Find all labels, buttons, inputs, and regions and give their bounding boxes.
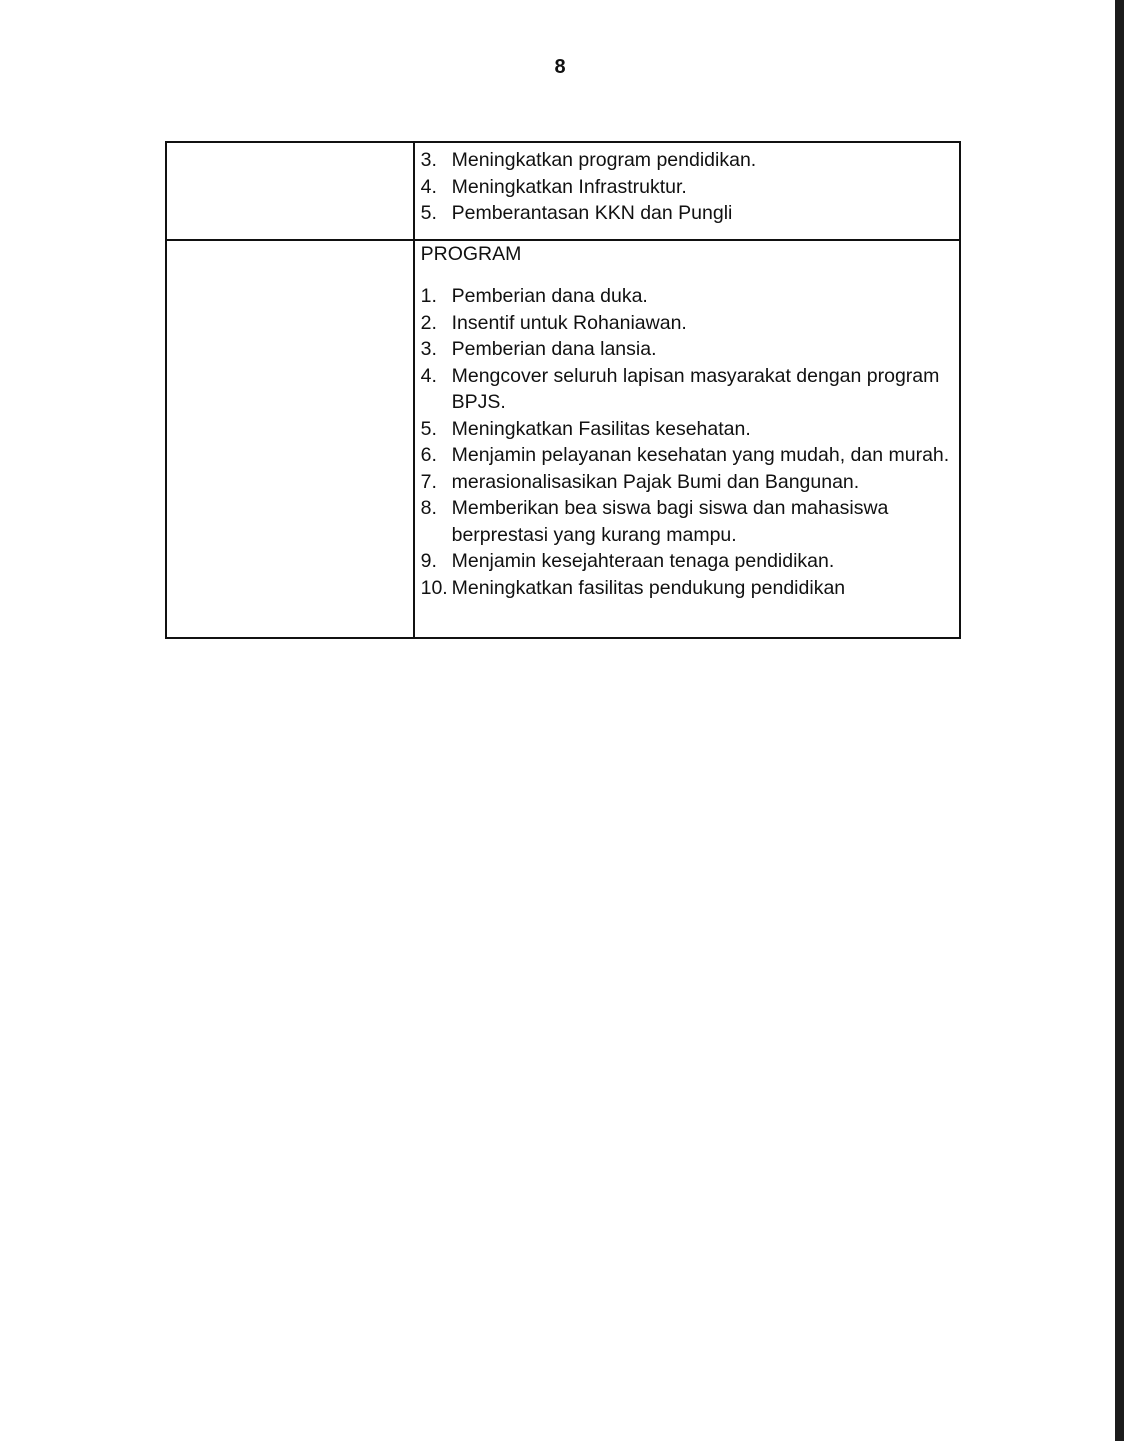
list-item (421, 442, 953, 469)
list-item-number: 2. (420, 311, 437, 334)
list-item (421, 548, 953, 575)
list-item-number: 6. (420, 444, 437, 466)
list-item (421, 336, 953, 363)
list-item-text: Mengcover seluruh lapisan masyarakat dengan program BPJS. (451, 364, 940, 413)
list-item-text: Pemberian dana lansia. (451, 338, 657, 360)
list-item-number: 4. (420, 175, 437, 198)
list-item-number: 3. (420, 338, 437, 360)
list-item-number: 9. (420, 550, 437, 572)
list-item-text: Meningkatkan Infrastruktur. (451, 175, 687, 198)
list-item-text: Memberikan bea siswa bagi siswa dan mahasiswa berprestasi yang kurang mampu. (451, 497, 889, 546)
program-table (165, 141, 961, 639)
list-item-number: 5. (420, 417, 437, 440)
list-item (421, 575, 953, 602)
list-item-number: 7. (420, 470, 437, 493)
list-item-number: 3. (420, 149, 437, 171)
list-item-number: 1. (420, 285, 437, 307)
list-item-number: 5. (420, 202, 437, 224)
table-cell-left (166, 142, 414, 240)
table-cell-right (414, 240, 960, 638)
list-item-text: Meningkatkan Fasilitas kesehatan. (451, 417, 751, 440)
program-heading: PROGRAM (420, 243, 522, 265)
list-item-text: Pemberian dana duka. (451, 285, 648, 307)
table-cell-right (414, 142, 960, 240)
table-row (166, 142, 960, 240)
list-item (421, 283, 953, 310)
list-item-text: Meningkatkan fasilitas pendukung pendidikan (451, 576, 846, 599)
list-item (421, 310, 953, 337)
list-item (421, 363, 953, 416)
list-item-text: Menjamin pelayanan kesehatan yang mudah, dan murah. (451, 444, 950, 466)
list-item (421, 174, 953, 201)
list-item-text: merasionalisasikan Pajak Bumi dan Bangunan. (451, 470, 860, 493)
table-row (166, 240, 960, 638)
list-item (421, 495, 953, 548)
list-item (421, 469, 953, 496)
list-item (421, 200, 953, 227)
list-item-number: 10. (420, 576, 448, 599)
page-number: 8 (554, 56, 566, 78)
list-item-text: Meningkatkan program pendidikan. (451, 149, 757, 171)
mission-list (415, 143, 959, 227)
program-section (415, 241, 959, 601)
list-item-text: Pemberantasan KKN dan Pungli (451, 202, 733, 224)
list-item-number: 4. (420, 364, 437, 387)
scan-edge (1115, 0, 1124, 1441)
list-item-text: Insentif untuk Rohaniawan. (451, 311, 687, 334)
table-cell-left (166, 240, 414, 638)
list-item-text: Menjamin kesejahteraan tenaga pendidikan. (451, 550, 835, 572)
list-item (421, 147, 953, 174)
list-item-number: 8. (420, 497, 437, 519)
list-item (421, 416, 953, 443)
